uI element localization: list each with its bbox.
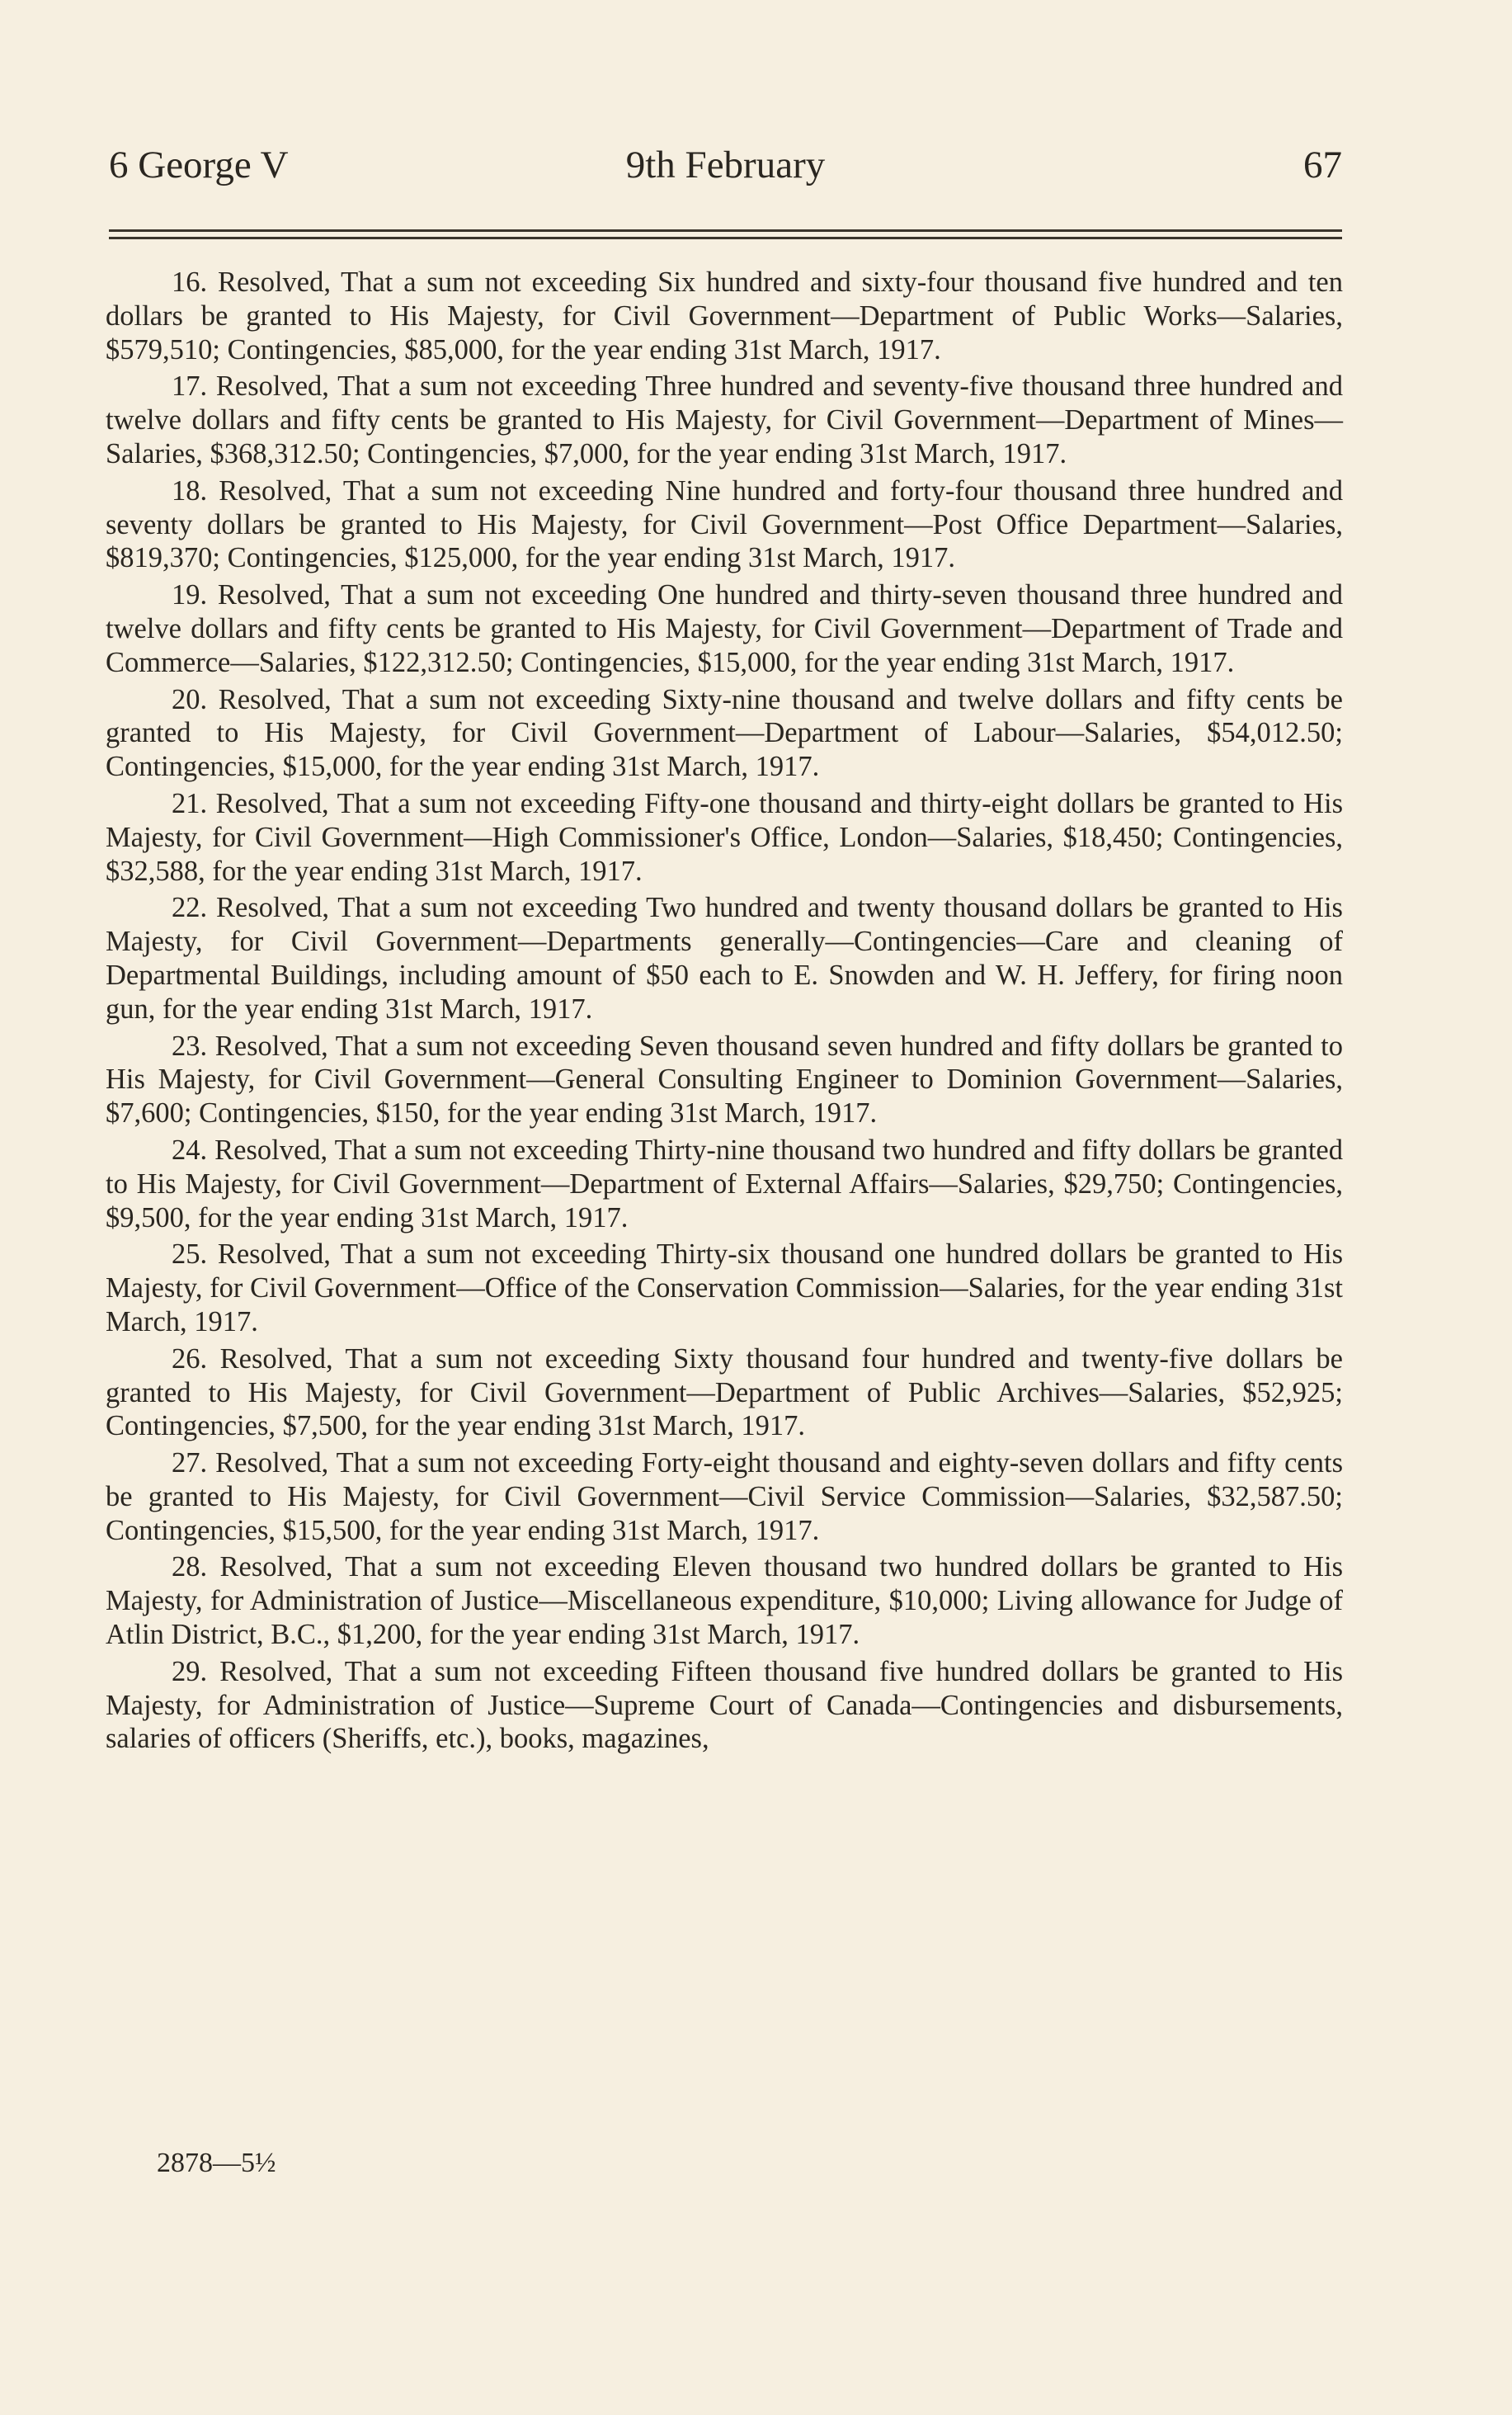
resolution-20: 20. Resolved, That a sum not exceeding Sixty-nine thousand and twelve dollars and fifty cents be granted to His Majesty, for Civil Government—Department of Labour—Salaries, $54,012.50; Contingencies, $15,000, for the year ending 31st March, 1917. <box>106 683 1343 783</box>
resolution-23: 23. Resolved, That a sum not exceeding Seven thousand seven hundred and fifty dollars be granted to His Majesty, for Civil Government—General Consulting Engineer to Dominion Government—Salaries, $7,600; Contingencies, $150, for the year ending 31st March, 1917. <box>106 1030 1343 1130</box>
resolution-27: 27. Resolved, That a sum not exceeding Forty-eight thousand and eighty-seven dollars and fifty cents be granted to His Majesty, for Civil Government—Civil Service Commission—Salaries, $32,587.50; Contingencies, $15,500, for the year ending 31st March, 1917. <box>106 1447 1343 1546</box>
regnal-year: 6 George V <box>109 144 289 186</box>
resolution-29: 29. Resolved, That a sum not exceeding Fifteen thousand five hundred dollars be granted to His Majesty, for Administration of Justice—Supreme Court of Canada—Contingencies and disbursements, salaries of officers (Sheriffs, etc.), books, magazines, <box>106 1655 1343 1755</box>
header-rule-bottom <box>109 237 1342 239</box>
resolution-19: 19. Resolved, That a sum not exceeding One hundred and thirty-seven thousand three hundred and twelve dollars and fifty cents be granted to His Majesty, for Civil Government—Department of Trade and Commerce—Salaries, $122,312.50; Contingencies, $15,000, for the year ending 31st March, 1917. <box>106 579 1343 678</box>
resolution-26: 26. Resolved, That a sum not exceeding Sixty thousand four hundred and twenty-five dollars be granted to His Majesty, for Civil Government—Department of Public Archives—Salaries, $52,925; Contingencies, $7,500, for the year ending 31st March, 1917. <box>106 1342 1343 1442</box>
resolution-16: 16. Resolved, That a sum not exceeding Six hundred and sixty-four thousand five hundred and ten dollars be granted to His Majesty, for Civil Government—Department of Public Works—Salaries, $579,510; Contingencies, $85,000, for the year ending 31st March, 1917. <box>106 266 1343 366</box>
page-date: 9th February <box>625 144 826 186</box>
resolution-28: 28. Resolved, That a sum not exceeding Eleven thousand two hundred dollars be granted to His Majesty, for Administration of Justice—Miscellaneous expenditure, $10,000; Living allowance for Judge of Atlin District, B.C., $1,200, for the year ending 31st March, 1917. <box>106 1551 1343 1651</box>
header-double-rule <box>109 229 1342 244</box>
header-rule-top <box>109 229 1342 232</box>
resolution-17: 17. Resolved, That a sum not exceeding Three hundred and seventy-five thousand three hundred and twelve dollars and fifty cents be granted to His Majesty, for Civil Government—Department of Mines—Salaries, $368,312.50; Contingencies, $7,000, for the year ending 31st March, 1917. <box>106 370 1343 469</box>
resolution-22: 22. Resolved, That a sum not exceeding Two hundred and twenty thousand dollars be granted to His Majesty, for Civil Government—Departments generally—Contingencies—Care and cleaning of Departmental Buildings, including amount of $50 each to E. Snowden and W. H. Jeffery, for firing noon gun, for the year ending 31st March, 1917. <box>106 892 1343 1025</box>
page-number: 67 <box>1303 144 1342 186</box>
printer-signature: 2878—5½ <box>157 2148 276 2178</box>
resolution-24: 24. Resolved, That a sum not exceeding Thirty-nine thousand two hundred and fifty dollars be granted to His Majesty, for Civil Government—Department of External Affairs—Salaries, $29,750; Contingencies, $9,500, for the year ending 31st March, 1917. <box>106 1134 1343 1233</box>
resolution-21: 21. Resolved, That a sum not exceeding Fifty-one thousand and thirty-eight dollars be granted to His Majesty, for Civil Government—High Commissioner's Office, London—Salaries, $18,450; Contingencies, $32,588, for the year ending 31st March, 1917. <box>106 787 1343 887</box>
resolution-25: 25. Resolved, That a sum not exceeding Thirty-six thousand one hundred dollars be granted to His Majesty, for Civil Government—Office of the Conservation Commission—Salaries, for the year ending 31st March, 1917. <box>106 1238 1343 1337</box>
page-header <box>109 140 1342 198</box>
resolution-18: 18. Resolved, That a sum not exceeding Nine hundred and forty-four thousand three hundred and seventy dollars be granted to His Majesty, for Civil Government—Post Office Department—Salaries, $819,370; Contingencies, $125,000, for the year ending 31st March, 1917. <box>106 474 1343 574</box>
resolutions-body <box>106 266 1343 1759</box>
